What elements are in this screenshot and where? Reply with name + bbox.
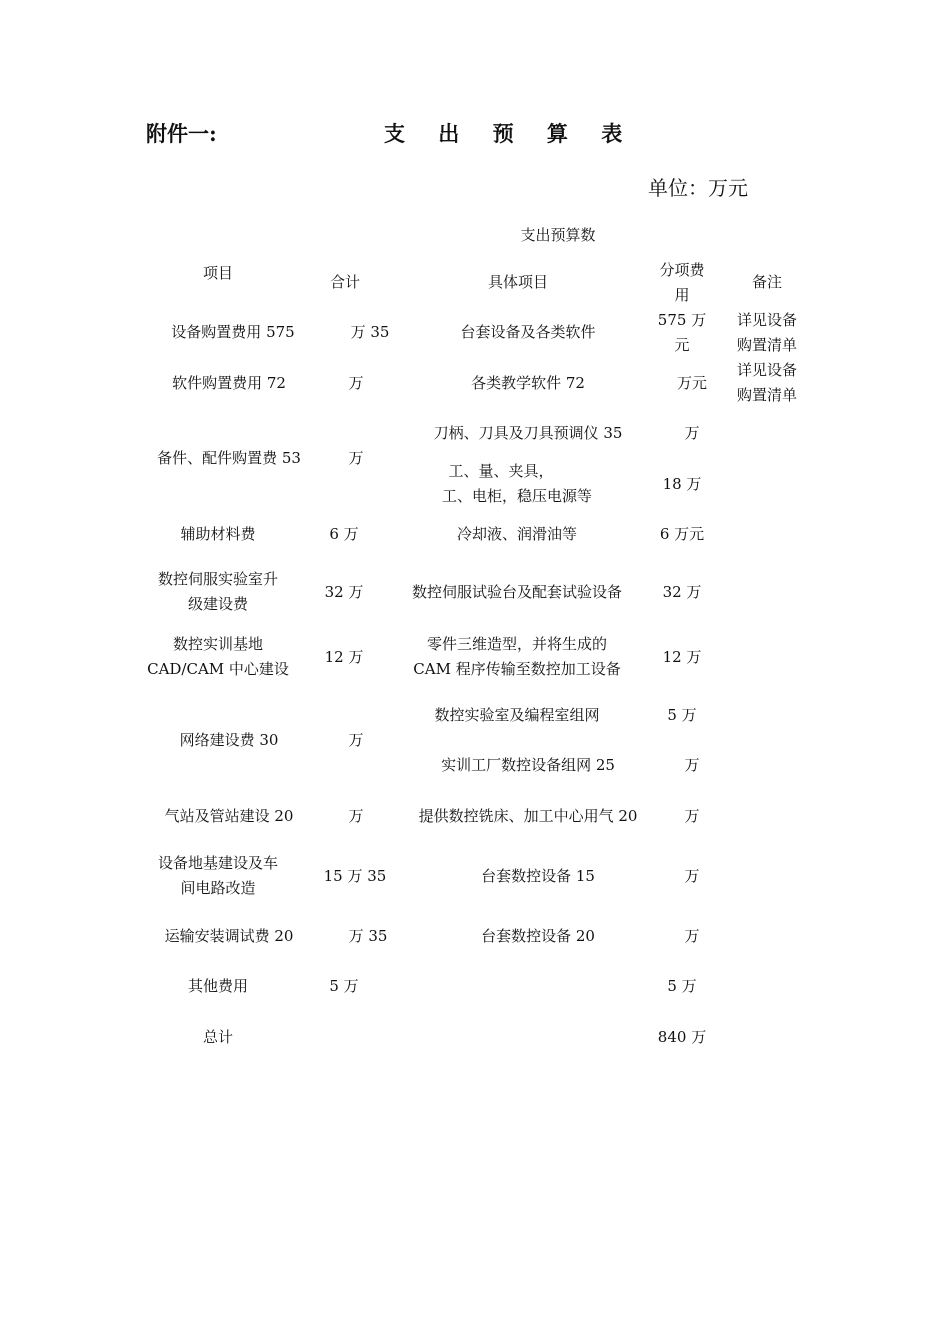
cell-detail: 冷却液、润滑油等 <box>456 525 578 543</box>
cell-item: 总计 <box>202 1028 234 1046</box>
cell-item-line1: 数控伺服实验室升 <box>157 570 279 588</box>
cell-total: 15 万 35 <box>323 867 387 885</box>
cell-detail: 数控实验室及编程室组网 <box>434 706 600 724</box>
cell-detail: 各类教学软件 72 <box>471 374 585 392</box>
cell-item-line1: 数控实训基地 <box>172 635 264 653</box>
cell-sub: 万 <box>684 756 700 774</box>
cell-detail: 刀柄、刀具及刀具预调仪 35 <box>433 424 623 442</box>
cell-total: 万 35 <box>350 323 390 341</box>
cell-note-line2: 购置清单 <box>736 336 798 354</box>
header-detail: 具体项目 <box>487 273 549 291</box>
cell-detail: 台套数控设备 15 <box>481 867 595 885</box>
cell-total: 5 万 <box>329 977 359 995</box>
cell-item-line1: 设备地基建设及车 <box>157 854 279 872</box>
header-sub-line1: 分项费 <box>659 261 705 279</box>
cell-item: 备件、配件购置费 53 <box>157 449 301 467</box>
cell-item: 设备购置费用 575 <box>171 323 295 341</box>
cell-detail-line1: 工、量、夹具， <box>448 462 554 480</box>
header-note: 备注 <box>751 273 783 291</box>
cell-total: 万 35 <box>348 927 388 945</box>
cell-item: 软件购置费用 72 <box>172 374 286 392</box>
cell-note-line1: 详见设备 <box>736 361 798 379</box>
cell-item-line2: 间电路改造 <box>180 879 256 897</box>
cell-item: 其他费用 <box>187 977 249 995</box>
cell-note-line1: 详见设备 <box>736 311 798 329</box>
header-item: 项目 <box>202 264 234 282</box>
cell-sub: 万 <box>684 927 700 945</box>
page-title: 支 出 预 算 表 <box>384 121 636 146</box>
cell-total: 万 <box>348 374 364 392</box>
cell-detail: 数控伺服试验台及配套试验设备 <box>411 583 623 601</box>
cell-item: 网络建设费 30 <box>179 731 279 749</box>
cell-sub: 6 万元 <box>659 525 705 543</box>
cell-sub: 万 <box>684 424 700 442</box>
cell-detail: 实训工厂数控设备组网 25 <box>441 756 615 774</box>
cell-detail-line2: 工、电柜，稳压电源等 <box>441 487 593 505</box>
cell-detail-line1: 零件三维造型，并将生成的 <box>426 635 608 653</box>
cell-sub: 32 万 <box>662 583 702 601</box>
cell-total: 万 <box>348 807 364 825</box>
cell-item: 运输安装调试费 20 <box>164 927 294 945</box>
cell-sub-line2: 元 <box>674 336 690 354</box>
cell-sub: 18 万 <box>662 475 702 493</box>
cell-detail: 台套数控设备 20 <box>481 927 595 945</box>
annex-label: 附件一: <box>146 121 217 146</box>
header-sub-line2: 用 <box>674 286 690 304</box>
unit-label: 单位：万元 <box>648 176 748 200</box>
cell-sub-line1: 575 万 <box>657 311 707 329</box>
cell-total: 6 万 <box>329 525 359 543</box>
cell-item: 气站及管站建设 20 <box>164 807 294 825</box>
cell-sub: 5 万 <box>667 706 697 724</box>
cell-note-line2: 购置清单 <box>736 386 798 404</box>
cell-detail: 提供数控铣床、加工中心用气 20 <box>418 807 638 825</box>
header-group: 支出预算数 <box>520 226 596 244</box>
cell-sub: 12 万 <box>662 648 702 666</box>
cell-detail-line2: CAM 程序传输至数控加工设备 <box>413 660 621 678</box>
cell-total: 32 万 <box>324 583 364 601</box>
cell-total: 万 <box>348 449 364 467</box>
cell-sub: 万元 <box>676 374 708 392</box>
header-total: 合计 <box>329 273 361 291</box>
cell-detail: 台套设备及各类软件 <box>460 323 596 341</box>
cell-total: 万 <box>348 731 364 749</box>
cell-item-line2: 级建设费 <box>187 595 249 613</box>
cell-sub: 840 万 <box>657 1028 707 1046</box>
cell-item-line2: CAD/CAM 中心建设 <box>147 660 289 678</box>
cell-item: 辅助材料费 <box>180 525 256 543</box>
cell-sub: 5 万 <box>667 977 697 995</box>
cell-sub: 万 <box>684 807 700 825</box>
cell-sub: 万 <box>684 867 700 885</box>
cell-total: 12 万 <box>324 648 364 666</box>
